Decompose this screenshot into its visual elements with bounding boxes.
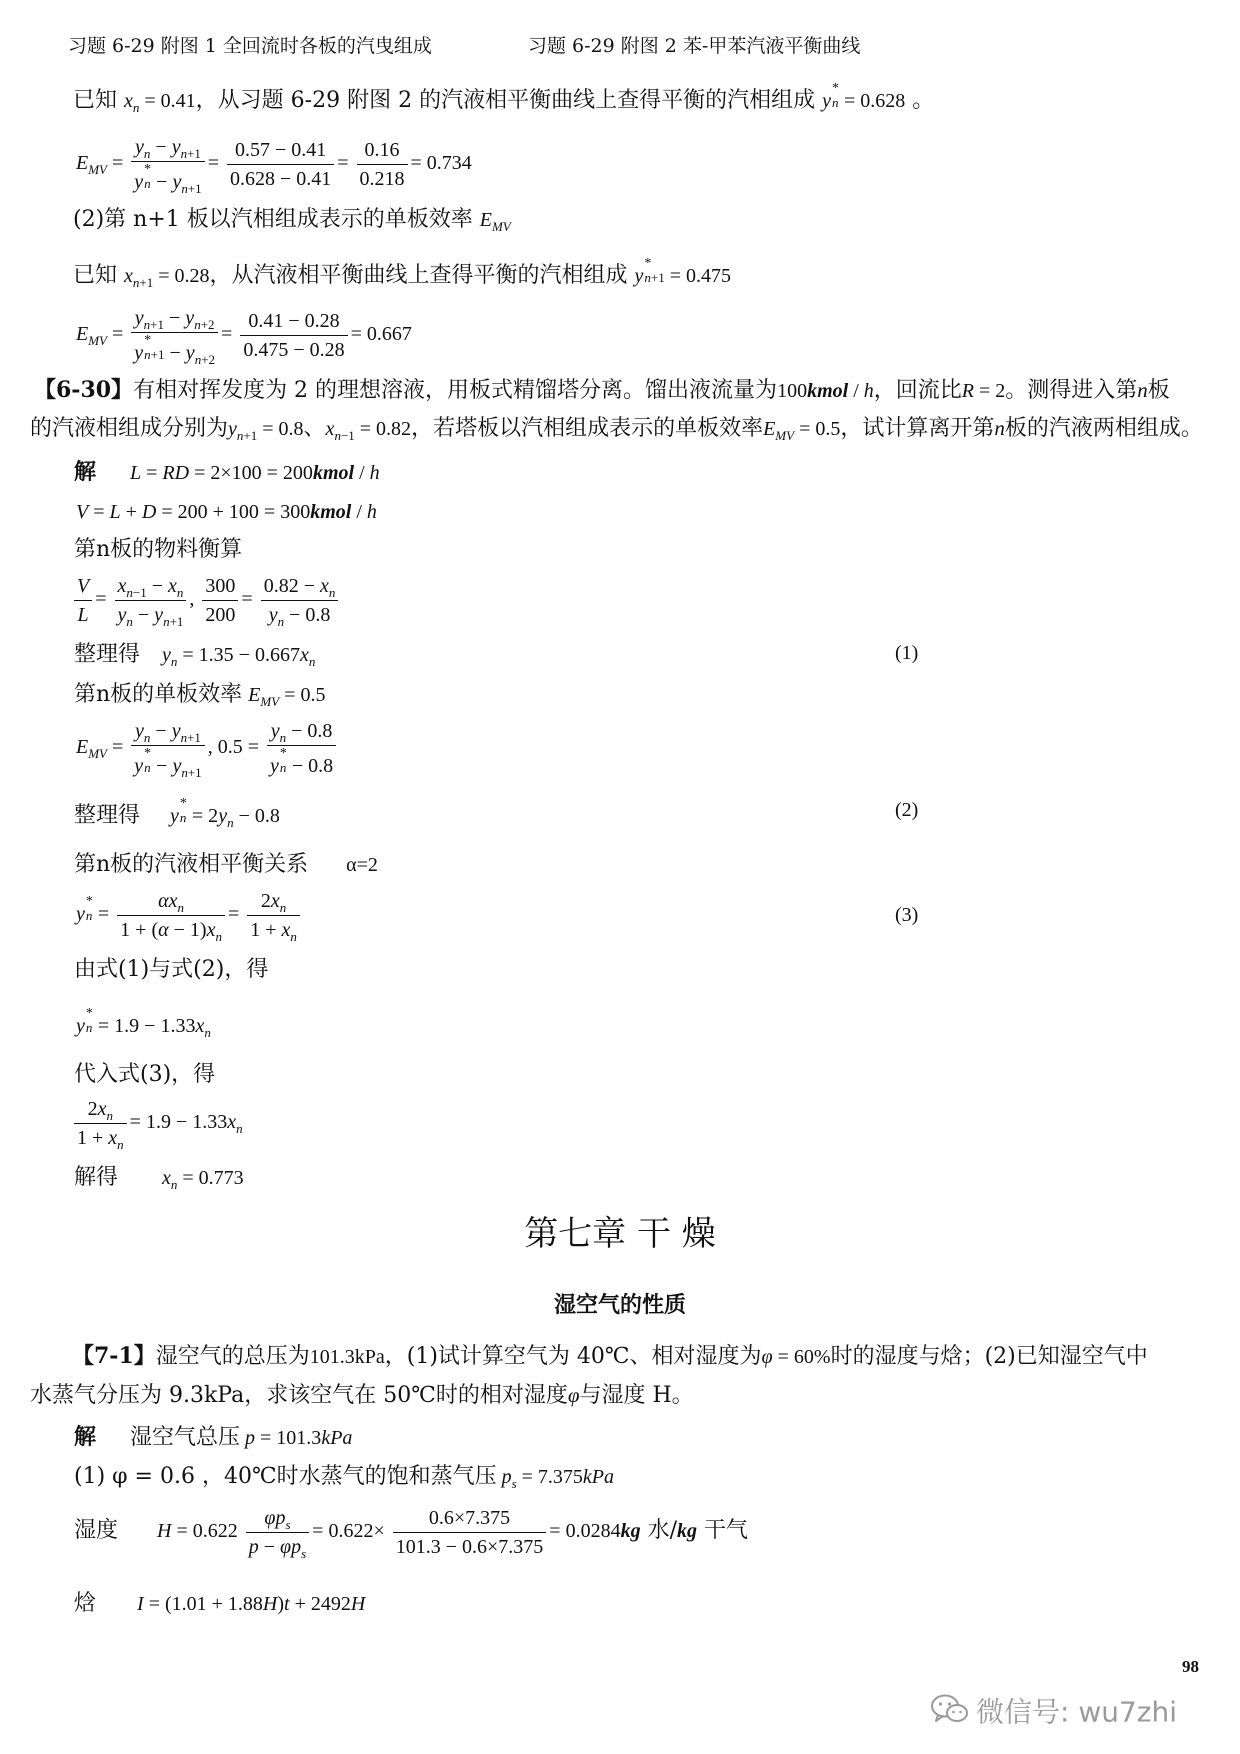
text-line: (2)第 n+1 板以汽相组成表示的单板效率 $E_{MV}$ bbox=[73, 207, 511, 234]
text-line: 第n板的单板效率 $E_{MV} = 0.5$ bbox=[74, 682, 326, 709]
text-line: 第n板的物料衡算 bbox=[74, 537, 243, 562]
problem-statement: 水蒸气分压为 9.3kPa，求该空气在 50℃时的相对湿度φ与湿度 H。 bbox=[30, 1383, 694, 1408]
text-line: 已知 $x_n = 0.41$，从习题 6-29 附图 2 的汽液相平衡曲线上查得平衡的汽相组成 y * n = 0.628 。 bbox=[73, 81, 935, 115]
figure-caption-left: 习题 6-29 附图 1 全回流时各板的汽曳组成 bbox=[68, 35, 432, 57]
text-line: 已知 $x_{n+1} = 0.28$，从汽液相平衡曲线上查得平衡的汽相组成 y * n+1 = 0.475 bbox=[73, 256, 732, 290]
problem-statement: 的汽液相组成分别为$y_{n+1} = 0.8$、$x_{n-1} = 0.82$，若塔板以汽相组成表示的单板效率$E_{MV} = 0.5$，试计算离开第n板的汽液两相组成。 bbox=[30, 416, 1203, 443]
equation-number: (1) bbox=[895, 642, 919, 664]
text-line: 代入式(3)，得 bbox=[74, 1062, 216, 1087]
text-line: (1) φ = 0.6 ，40℃时水蒸气的饱和蒸气压 $p_s = 7.375kPa$ bbox=[74, 1464, 615, 1491]
equation: y * n = $1.9 - 1.33x_n$ bbox=[76, 1006, 211, 1040]
page-number: 98 bbox=[1182, 1657, 1199, 1676]
problem-statement: 【6-30】有相对挥发度为 2 的理想溶液，用板式精馏塔分离。馏出液流量为100kmol / h，回流比R = 2。测得进入第n板 bbox=[34, 377, 1170, 403]
equation: $\frac{V}{L}$ = $\frac{x_{n-1} - x_n}{y_n - y_{n+1}}$ , $\frac{300}{200}$ = $\frac{0.82 - x_n}{y_n - 0.8}$ bbox=[74, 573, 341, 628]
equation-number: (2) bbox=[895, 799, 919, 821]
equation: y * n = $\frac{\alpha x_n}{1 + (\alpha - 1)x_n}$ = $\frac{2x_n}{1 + x_n}$ bbox=[76, 888, 303, 943]
wechat-icon bbox=[930, 1693, 970, 1734]
figure-caption-right: 习题 6-29 附图 2 苯-甲苯汽液平衡曲线 bbox=[528, 35, 861, 57]
equation: $E_{MV}$ = $y_n - y_{n+1}$ y * n − $y_{n+1}$ = $\frac{0.57 - 0.41}{0.628 - 0.41}$ = $\frac{0.16}{0.218}$ = 0.734 bbox=[76, 136, 472, 196]
watermark: 微信号: wu7zhi bbox=[930, 1693, 1177, 1734]
text-line: 解得 $x_n = 0.773$ bbox=[74, 1165, 244, 1192]
equation: $E_{MV}$ = $y_n - y_{n+1}$ y * n − $y_{n+1}$ , 0.5 = $y_n - 0.8$ y * n − 0.8 bbox=[76, 718, 339, 779]
chapter-title: 第七章 干 燥 bbox=[524, 1214, 716, 1254]
text-line: 整理得 y * n = $2y_n - 0.8$ bbox=[74, 796, 280, 830]
equation: V = L + D = 200 + 100 = 300kmol / h bbox=[76, 501, 377, 523]
section-title: 湿空气的性质 bbox=[553, 1293, 686, 1318]
text-line: 第n板的汽液相平衡关系 α=2 bbox=[74, 852, 378, 877]
problem-statement: 【7-1】湿空气的总压为101.3kPa，(1)试计算空气为 40℃、相对湿度为φ = 60%时的湿度与焓；(2)已知湿空气中 bbox=[72, 1343, 1148, 1369]
equation: $E_{MV}$ = $y_{n+1} - y_{n+2}$ y * n+1 − $y_{n+2}$ = $\frac{0.41 - 0.28}{0.475 - 0.28}$ = 0.667 bbox=[76, 307, 412, 367]
equation: $\frac{2x_n}{1 + x_n}$ = $1.9 - 1.33x_n$ bbox=[74, 1096, 243, 1151]
text-line: 由式(1)与式(2)，得 bbox=[74, 957, 269, 982]
equation-number: (3) bbox=[895, 904, 919, 926]
equation: 焓 I = (1.01 + 1.88H)t + 2492H bbox=[74, 1591, 366, 1616]
text-line: 解 湿空气总压 p = 101.3kPa bbox=[74, 1424, 353, 1450]
equation: 湿度 H = 0.622 $\frac{\varphi p_s}{p - \varphi p_s}$ = 0.622× $\frac{0.6\times 7.375}{101.3 - 0.6\times 7.375}$ = 0.0284kg 水/kg 干气 bbox=[74, 1507, 749, 1561]
text-line: 整理得 $y_n = 1.35 - 0.667x_n$ bbox=[74, 642, 316, 669]
text-line: 解 L = RD = 2×100 = 200kmol / h bbox=[74, 459, 380, 485]
